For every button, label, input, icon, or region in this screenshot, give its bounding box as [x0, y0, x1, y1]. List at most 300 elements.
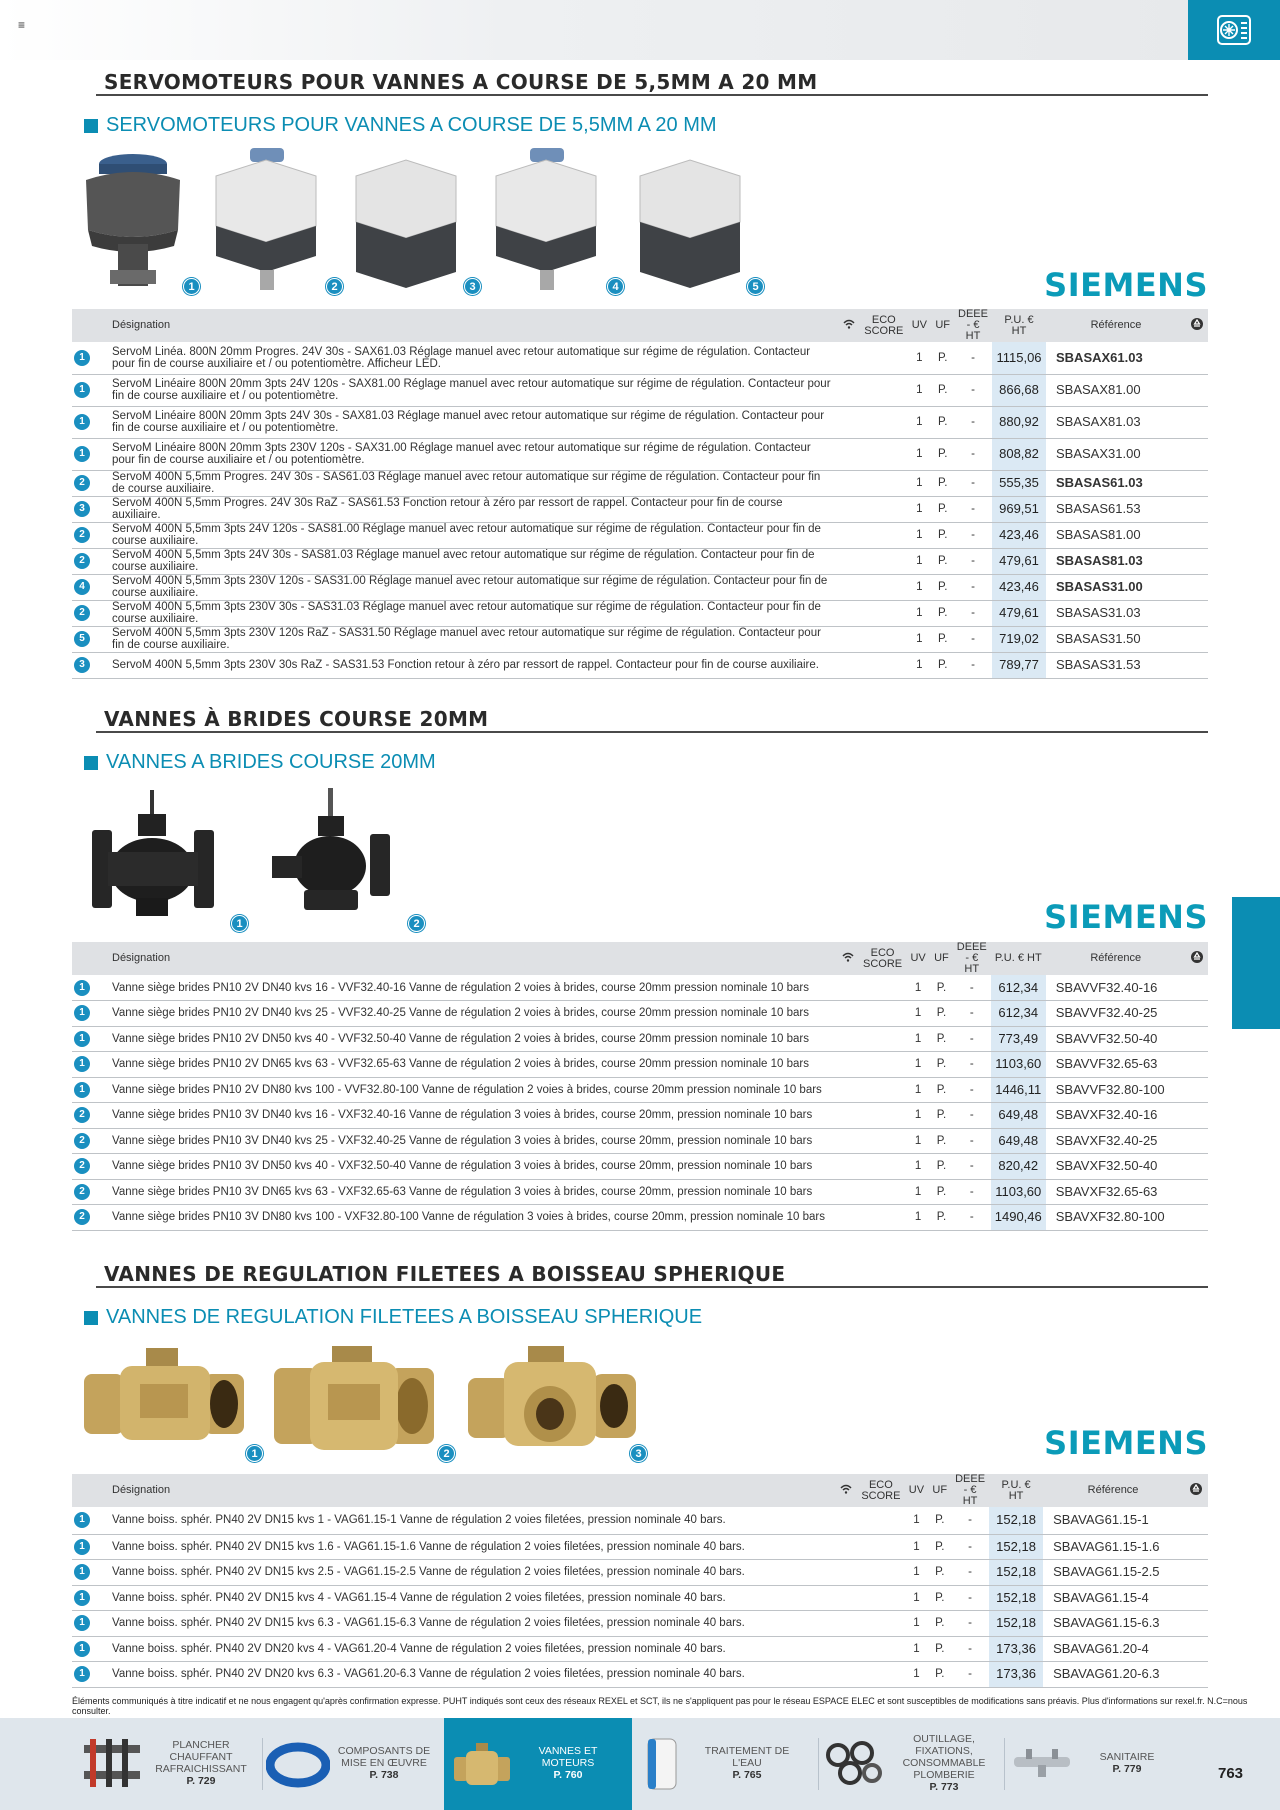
col-header-deee: DEEE - € HT	[955, 1473, 986, 1507]
footer-link-page: P. 729	[186, 1775, 216, 1787]
row-eco-score	[859, 1179, 906, 1205]
row-designation: Vanne siège brides PN10 3V DN40 kvs 16 - VXF32.40-16 Vanne de régulation 3 voies à brides, course 20mm, pression nominale 10 bars	[100, 1103, 837, 1129]
col-header-uf: UF	[934, 952, 949, 964]
row-reference[interactable]: SBAVAG61.15-2.5	[1043, 1560, 1183, 1586]
row-reference[interactable]: SBAVVF32.40-25	[1046, 1001, 1186, 1027]
row-signal	[837, 1052, 859, 1078]
row-uv: 1	[904, 1662, 928, 1688]
row-deee: -	[953, 1154, 991, 1180]
row-product-number	[72, 1662, 100, 1688]
row-eco-icon-cell	[1186, 1103, 1208, 1129]
square-bullet-icon	[84, 119, 98, 133]
col-header-uf: UF	[932, 1484, 948, 1496]
row-price: 479,61	[992, 600, 1046, 626]
col-header-signal	[837, 942, 859, 975]
row-uf: P.	[931, 496, 954, 522]
row-signal	[837, 1077, 859, 1103]
footer-link-label: SANITAIRE	[1099, 1751, 1155, 1763]
row-price: 612,34	[991, 1001, 1046, 1027]
row-reference[interactable]: SBASAX31.00	[1046, 438, 1186, 470]
row-eco-score	[860, 406, 907, 438]
product-number-badge: 1	[74, 980, 90, 996]
brand-logo-siemens: SIEMENS	[1044, 1424, 1208, 1462]
table-row[interactable]	[72, 342, 1208, 374]
section-title-vannes-brides: VANNES À BRIDES COURSE 20MM	[104, 707, 489, 731]
row-eco-icon-cell	[1183, 1611, 1208, 1637]
row-eco-score	[857, 1507, 904, 1534]
square-bullet-icon	[84, 1311, 98, 1325]
product-image-ball-valve-1	[78, 1340, 250, 1450]
row-uf: P.	[928, 1636, 951, 1662]
row-eco-score	[859, 1077, 906, 1103]
row-eco-score	[859, 1154, 906, 1180]
row-eco-icon-cell	[1183, 1534, 1208, 1560]
row-designation: ServoM 400N 5,5mm 3pts 230V 120s RaZ - SAS31.50 Réglage manuel avec retour automatique sur régime de régulation. Contacteur pour fin de course auxiliaire.	[100, 626, 838, 652]
product-number-badge: 1	[74, 1539, 90, 1555]
table-row[interactable]	[72, 1205, 1208, 1231]
faucet-icon	[1010, 1743, 1074, 1783]
corner-mark: ≡	[18, 18, 26, 32]
footer-link-plancher-chauffant[interactable]	[80, 1730, 260, 1796]
row-uv: 1	[906, 1128, 930, 1154]
table-row[interactable]	[72, 522, 1208, 548]
col-header-eco-icon	[1186, 309, 1208, 342]
pipe-coil-icon	[266, 1735, 330, 1791]
table-row[interactable]	[72, 374, 1208, 406]
row-deee: -	[954, 574, 992, 600]
row-reference[interactable]: SBASAS31.50	[1046, 626, 1186, 652]
row-price: 1490,46	[991, 1205, 1046, 1231]
row-designation: ServoM Linéaire 800N 20mm 3pts 230V 120s - SAX31.00 Réglage manuel avec retour automatique sur régime de régulation. Contacteur pour fin de course auxiliaire et / ou potentiomètre.	[100, 438, 838, 470]
product-image-linear-actuator	[78, 146, 188, 296]
footer-link-label: VANNES ET MOTEURS	[538, 1745, 598, 1769]
water-softener-icon	[640, 1733, 684, 1793]
row-deee: -	[953, 1205, 991, 1231]
row-product-number	[72, 1026, 100, 1052]
row-uf: P.	[930, 975, 953, 1001]
footer-link-label: OUTILLAGE, FIXATIONS, CONSOMMABLE PLOMBERIE	[902, 1733, 986, 1781]
footer-link-label: TRAITEMENT DE L'EAU	[704, 1745, 790, 1769]
row-signal	[838, 342, 860, 374]
row-deee: -	[951, 1507, 989, 1534]
row-price: 1103,60	[991, 1052, 1046, 1078]
row-price: 152,18	[989, 1560, 1043, 1586]
product-number-badge: 1	[74, 1666, 90, 1682]
table-row[interactable]	[72, 652, 1208, 678]
footer-link-page: P. 773	[929, 1781, 959, 1793]
row-uv: 1	[907, 496, 931, 522]
row-deee: -	[951, 1611, 989, 1637]
row-uf: P.	[928, 1662, 951, 1688]
table-row[interactable]	[72, 626, 1208, 652]
row-eco-score	[857, 1585, 904, 1611]
product-image-ball-valve-2	[270, 1344, 440, 1454]
row-uv: 1	[907, 374, 931, 406]
product-image-3-way-flanged-valve	[268, 786, 398, 926]
row-product-number	[72, 496, 100, 522]
row-eco-icon-cell	[1186, 600, 1208, 626]
row-reference[interactable]: SBAVXF32.40-16	[1046, 1103, 1186, 1129]
row-uf: P.	[928, 1534, 951, 1560]
row-eco-score	[860, 438, 907, 470]
table-row[interactable]	[72, 1179, 1208, 1205]
wifi-icon	[842, 952, 854, 962]
table-row[interactable]	[72, 975, 1208, 1001]
row-eco-score	[857, 1611, 904, 1637]
row-signal	[837, 1179, 859, 1205]
row-signal	[838, 496, 860, 522]
row-deee: -	[954, 470, 992, 496]
row-uf: P.	[930, 1001, 953, 1027]
row-product-number	[72, 470, 100, 496]
table-row[interactable]	[72, 1611, 1208, 1637]
row-price: 649,48	[991, 1128, 1046, 1154]
product-number-badge: 2	[326, 278, 343, 295]
row-eco-icon-cell	[1186, 470, 1208, 496]
row-reference[interactable]: SBAVVF32.65-63	[1046, 1052, 1186, 1078]
row-signal	[835, 1611, 857, 1637]
row-reference[interactable]: SBAVAG61.15-4	[1043, 1585, 1183, 1611]
page-number: 763	[1218, 1765, 1244, 1782]
row-product-number	[72, 548, 100, 574]
product-number-badge: 1	[74, 1031, 90, 1047]
row-eco-score	[860, 548, 907, 574]
row-eco-score	[860, 374, 907, 406]
row-uf: P.	[931, 548, 954, 574]
footer-link-page: P. 779	[1112, 1763, 1142, 1775]
row-reference[interactable]: SBASAS61.03	[1046, 470, 1186, 496]
row-designation: ServoM 400N 5,5mm Progres. 24V 30s RaZ - SAS61.53 Fonction retour à zéro par ressort de rappel. Contacteur pour fin de course auxiliaire.	[100, 496, 838, 522]
row-product-number	[72, 652, 100, 678]
row-deee: -	[953, 1001, 991, 1027]
row-eco-icon-cell	[1186, 548, 1208, 574]
row-uv: 1	[907, 522, 931, 548]
row-eco-icon-cell	[1186, 574, 1208, 600]
row-designation: ServoM 400N 5,5mm 3pts 24V 120s - SAS81.00 Réglage manuel avec retour automatique sur régime de régulation. Contacteur pour fin de course auxiliaire.	[100, 522, 838, 548]
row-eco-score	[859, 1026, 906, 1052]
row-reference[interactable]: SBAVAG61.20-6.3	[1043, 1662, 1183, 1688]
row-price: 1446,11	[991, 1077, 1046, 1103]
row-eco-icon-cell	[1186, 626, 1208, 652]
row-uv: 1	[907, 652, 931, 678]
product-number-badge: 5	[74, 631, 90, 647]
row-reference[interactable]: SBAVXF32.50-40	[1046, 1154, 1186, 1180]
row-reference[interactable]: SBASAS31.53	[1046, 652, 1186, 678]
row-price: 880,92	[992, 406, 1046, 438]
row-eco-icon-cell	[1186, 374, 1208, 406]
table-row[interactable]	[72, 1507, 1208, 1534]
product-number-badge: 1	[74, 1590, 90, 1606]
row-price: 969,51	[992, 496, 1046, 522]
row-uv: 1	[907, 626, 931, 652]
product-number-badge: 2	[438, 1445, 455, 1462]
product-number-badge: 1	[74, 1512, 90, 1528]
row-reference[interactable]: SBAVVF32.50-40	[1046, 1026, 1186, 1052]
product-number-badge: 2	[74, 553, 90, 569]
row-reference[interactable]: SBASAS81.03	[1046, 548, 1186, 574]
footer-link-page: P. 765	[732, 1769, 762, 1781]
row-uv: 1	[907, 406, 931, 438]
row-product-number	[72, 1585, 100, 1611]
row-eco-icon-cell	[1183, 1662, 1208, 1688]
row-reference[interactable]: SBAVAG61.15-1.6	[1043, 1534, 1183, 1560]
row-signal	[837, 1103, 859, 1129]
row-eco-icon-cell	[1186, 1154, 1208, 1180]
row-uf: P.	[931, 626, 954, 652]
row-eco-icon-cell	[1186, 1052, 1208, 1078]
row-uv: 1	[907, 438, 931, 470]
row-deee: -	[951, 1662, 989, 1688]
row-uf: P.	[930, 1052, 953, 1078]
row-deee: -	[953, 1077, 991, 1103]
row-product-number	[72, 374, 100, 406]
row-uv: 1	[906, 1026, 930, 1052]
row-reference[interactable]: SBASAX61.03	[1046, 342, 1186, 374]
row-designation: Vanne siège brides PN10 2V DN50 kvs 40 - VVF32.50-40 Vanne de régulation 2 voies à brides, course 20mm pression nominale 10 bars	[100, 1026, 837, 1052]
row-uf: P.	[930, 1077, 953, 1103]
product-number-badge: 2	[74, 1209, 90, 1225]
row-uv: 1	[907, 342, 931, 374]
table-row[interactable]	[72, 1154, 1208, 1180]
row-eco-score	[860, 522, 907, 548]
table-row[interactable]	[72, 496, 1208, 522]
col-header-designation: Désignation	[112, 1484, 171, 1496]
col-header-reference: Référence	[1090, 319, 1142, 331]
footer-link-composants[interactable]	[266, 1730, 440, 1796]
table-row[interactable]	[72, 470, 1208, 496]
row-reference[interactable]: SBASAS31.00	[1046, 574, 1186, 600]
row-price: 152,18	[989, 1507, 1043, 1534]
col-header-deee: DEEE - € HT	[958, 308, 988, 342]
row-eco-icon-cell	[1186, 1205, 1208, 1231]
table-row[interactable]	[72, 574, 1208, 600]
recycle-icon	[1190, 317, 1204, 331]
row-uf: P.	[930, 1179, 953, 1205]
row-price: 152,18	[989, 1611, 1043, 1637]
product-table-servomoteurs	[72, 309, 1208, 679]
row-uf: P.	[931, 406, 954, 438]
row-reference[interactable]: SBAVXF32.80-100	[1046, 1205, 1186, 1231]
row-designation: ServoM 400N 5,5mm 3pts 230V 120s - SAS31.00 Réglage manuel avec retour automatique sur régime de régulation. Contacteur pour fin de course auxiliaire.	[100, 574, 838, 600]
row-eco-icon-cell	[1186, 522, 1208, 548]
footer-link-sanitaire[interactable]	[1010, 1730, 1186, 1796]
row-uv: 1	[906, 1103, 930, 1129]
row-product-number	[72, 975, 100, 1001]
row-reference[interactable]: SBAVAG61.15-6.3	[1043, 1611, 1183, 1637]
row-reference[interactable]: SBASAX81.00	[1046, 374, 1186, 406]
row-deee: -	[953, 975, 991, 1001]
table-row[interactable]	[72, 548, 1208, 574]
footer-link-label: COMPOSANTS DE MISE EN ŒUVRE	[337, 1745, 431, 1769]
col-header-designation: Désignation	[112, 319, 171, 331]
row-reference[interactable]: SBAVAG61.15-1	[1043, 1507, 1183, 1534]
row-uf: P.	[928, 1585, 951, 1611]
row-product-number	[72, 522, 100, 548]
col-header-price: P.U. € HT	[1004, 313, 1034, 337]
row-eco-score	[859, 1205, 906, 1231]
row-reference[interactable]: SBAVVF32.80-100	[1046, 1077, 1186, 1103]
table-row[interactable]	[72, 438, 1208, 470]
row-eco-score	[860, 342, 907, 374]
table-row[interactable]	[72, 406, 1208, 438]
row-uf: P.	[930, 1103, 953, 1129]
footer-separator	[1004, 1738, 1005, 1790]
table-row[interactable]	[72, 1128, 1208, 1154]
row-eco-icon-cell	[1186, 975, 1208, 1001]
col-header-uf: UF	[935, 319, 951, 331]
header-category-badge[interactable]	[1188, 0, 1280, 60]
product-image-2-way-flanged-valve	[88, 786, 224, 926]
row-reference[interactable]: SBAVXF32.40-25	[1046, 1128, 1186, 1154]
table-row[interactable]	[72, 1001, 1208, 1027]
row-product-number	[72, 600, 100, 626]
row-product-number	[72, 1154, 100, 1180]
table-row[interactable]	[72, 1560, 1208, 1586]
row-eco-icon-cell	[1186, 406, 1208, 438]
row-uf: P.	[930, 1205, 953, 1231]
table-row[interactable]	[72, 1636, 1208, 1662]
row-designation: Vanne siège brides PN10 3V DN40 kvs 25 - VXF32.40-25 Vanne de régulation 3 voies à brides, course 20mm, pression nominale 10 bars	[100, 1128, 837, 1154]
table-row[interactable]	[72, 1534, 1208, 1560]
product-image-3-way-ball-valve	[464, 1344, 640, 1460]
subsection-label: VANNES A BRIDES COURSE 20MM	[106, 751, 436, 773]
section-title-vannes-boisseau: VANNES DE REGULATION FILETEES A BOISSEAU SPHERIQUE	[104, 1262, 786, 1286]
side-chapter-tab[interactable]	[1232, 897, 1280, 1029]
product-image-actuator-5	[630, 146, 750, 296]
row-deee: -	[954, 522, 992, 548]
row-designation: Vanne siège brides PN10 3V DN50 kvs 40 - VXF32.50-40 Vanne de régulation 3 voies à brides, course 20mm, pression nominale 10 bars	[100, 1154, 837, 1180]
row-product-number	[72, 1077, 100, 1103]
product-image-actuator-2	[206, 146, 326, 296]
row-signal	[838, 574, 860, 600]
row-uf: P.	[931, 342, 954, 374]
row-reference[interactable]: SBASAS61.53	[1046, 496, 1186, 522]
row-signal	[838, 374, 860, 406]
col-header-signal	[835, 1474, 857, 1507]
row-signal	[838, 470, 860, 496]
col-header-reference: Référence	[1090, 952, 1142, 964]
product-image-actuator-4	[486, 146, 606, 296]
row-designation: Vanne siège brides PN10 3V DN80 kvs 100 - VXF32.80-100 Vanne de régulation 3 voies à brides, course 20mm, pression nominale 10 bars	[100, 1205, 837, 1231]
row-uv: 1	[907, 600, 931, 626]
row-uf: P.	[931, 522, 954, 548]
row-reference[interactable]: SBAVAG61.20-4	[1043, 1636, 1183, 1662]
row-uv: 1	[906, 1179, 930, 1205]
table-row[interactable]	[72, 600, 1208, 626]
table-row[interactable]	[72, 1103, 1208, 1129]
row-deee: -	[951, 1534, 989, 1560]
row-designation: Vanne siège brides PN10 3V DN65 kvs 63 - VXF32.65-63 Vanne de régulation 3 voies à brides, course 20mm, pression nominale 10 bars	[100, 1179, 837, 1205]
row-price: 423,46	[992, 522, 1046, 548]
table-row[interactable]	[72, 1052, 1208, 1078]
product-number-badge: 3	[74, 657, 90, 673]
row-price: 789,77	[992, 652, 1046, 678]
row-price: 152,18	[989, 1585, 1043, 1611]
row-designation: ServoM 400N 5,5mm 3pts 230V 30s - SAS31.03 Réglage manuel avec retour automatique sur régime de régulation. Contacteur pour fin de course auxiliaire.	[100, 600, 838, 626]
row-uv: 1	[906, 975, 930, 1001]
footer-link-label: PLANCHER CHAUFFANT RAFRAICHISSANT	[155, 1739, 247, 1775]
row-eco-icon-cell	[1186, 1077, 1208, 1103]
row-reference[interactable]: SBAVVF32.40-16	[1046, 975, 1186, 1001]
row-designation: ServoM 400N 5,5mm Progres. 24V 30s - SAS61.03 Réglage manuel avec retour automatique sur régime de régulation. Contacteur pour fin de course auxiliaire.	[100, 470, 838, 496]
row-signal	[837, 1154, 859, 1180]
section-title-servomoteurs: SERVOMOTEURS POUR VANNES A COURSE DE 5,5MM A 20 MM	[104, 70, 818, 94]
footer-link-traitement-eau[interactable]	[640, 1730, 818, 1796]
row-deee: -	[954, 652, 992, 678]
row-price: 820,42	[991, 1154, 1046, 1180]
row-reference[interactable]: SBASAX81.03	[1046, 406, 1186, 438]
row-uf: P.	[930, 1128, 953, 1154]
product-number-badge: 2	[74, 1158, 90, 1174]
row-reference[interactable]: SBASAS31.03	[1046, 600, 1186, 626]
row-eco-score	[857, 1662, 904, 1688]
product-number-badge: 1	[74, 414, 90, 430]
product-number-badge: 1	[183, 278, 200, 295]
row-product-number	[72, 1507, 100, 1534]
col-header-eco-icon	[1183, 1474, 1208, 1507]
row-signal	[838, 548, 860, 574]
product-table-vannes-brides	[72, 942, 1208, 1231]
product-image-actuator-3	[346, 146, 466, 296]
wifi-icon	[840, 1484, 852, 1494]
row-designation: Vanne boiss. sphér. PN40 2V DN15 kvs 1.6 - VAG61.15-1.6 Vanne de régulation 2 voies filetées, pression nominale 40 bars.	[100, 1534, 835, 1560]
product-number-badge: 4	[74, 579, 90, 595]
product-number-badge: 1	[231, 915, 248, 932]
row-price: 173,36	[989, 1636, 1043, 1662]
row-product-number	[72, 1636, 100, 1662]
row-uf: P.	[931, 600, 954, 626]
row-uf: P.	[931, 652, 954, 678]
row-reference[interactable]: SBAVXF32.65-63	[1046, 1179, 1186, 1205]
table-row[interactable]	[72, 1662, 1208, 1688]
row-eco-icon-cell	[1186, 1001, 1208, 1027]
table-row[interactable]	[72, 1026, 1208, 1052]
row-price: 1103,60	[991, 1179, 1046, 1205]
row-eco-score	[859, 1103, 906, 1129]
product-table-vannes-boisseau	[72, 1474, 1208, 1688]
product-number-badge: 1	[74, 1005, 90, 1021]
row-reference[interactable]: SBASAS81.00	[1046, 522, 1186, 548]
row-price: 555,35	[992, 470, 1046, 496]
row-eco-icon-cell	[1186, 1128, 1208, 1154]
valve-icon	[450, 1735, 514, 1791]
product-number-badge: 2	[74, 1107, 90, 1123]
product-number-badge: 5	[747, 278, 764, 295]
col-header-price: P.U. € HT	[994, 952, 1042, 964]
row-deee: -	[953, 1026, 991, 1052]
table-row[interactable]	[72, 1585, 1208, 1611]
row-uv: 1	[906, 1154, 930, 1180]
row-deee: -	[951, 1585, 989, 1611]
row-uv: 1	[904, 1560, 928, 1586]
product-number-badge: 1	[74, 350, 90, 366]
row-eco-score	[860, 626, 907, 652]
row-eco-icon-cell	[1186, 496, 1208, 522]
row-uf: P.	[931, 470, 954, 496]
row-product-number	[72, 626, 100, 652]
row-uf: P.	[930, 1026, 953, 1052]
footer-link-vannes-moteurs[interactable]	[450, 1730, 630, 1796]
footer-link-page: P. 738	[369, 1769, 399, 1781]
row-price: 152,18	[989, 1534, 1043, 1560]
row-designation: Vanne boiss. sphér. PN40 2V DN20 kvs 4 - VAG61.20-4 Vanne de régulation 2 voies filetées, pression nominale 40 bars.	[100, 1636, 835, 1662]
footer-link-outillage[interactable]	[822, 1730, 1002, 1796]
row-signal	[835, 1636, 857, 1662]
row-deee: -	[954, 342, 992, 374]
row-deee: -	[953, 1052, 991, 1078]
product-number-badge: 1	[74, 1564, 90, 1580]
table-row[interactable]	[72, 1077, 1208, 1103]
